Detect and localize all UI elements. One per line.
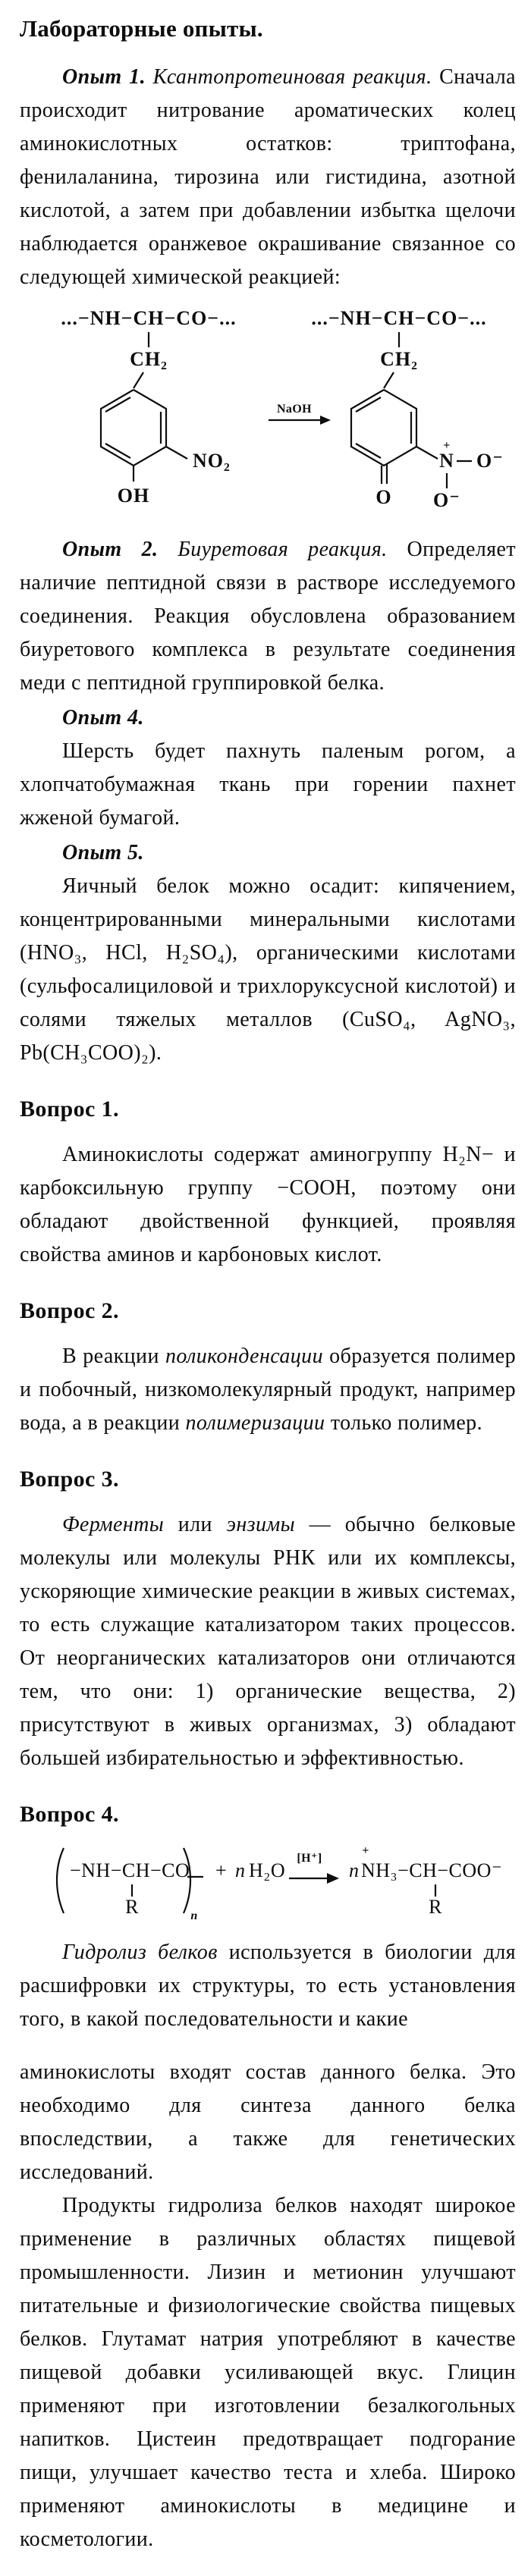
q3-run2: — обычно белковые молекулы или молекулы РНК или их комплексы, ускоряющие химические реакции в живых системах, то есть служащие катализатором таких процессов. От неорганических катализаторов они отличаются тем, что они: 1) органические вещества, 2) присутствуют в живых организмах, 3) обладают большей избирательностью и эффективностью. xyxy=(20,1513,516,1770)
paragraph-question2 xyxy=(20,1340,516,1440)
paragraph-opyt2 xyxy=(20,533,516,700)
benzene-ring-left xyxy=(101,390,166,466)
opyt2-text: Определяет наличие пептидной связи в растворе исследуемого соединения. Реакция обусловлена образованием биуретового комплекса в результате соединения меди с пептидной группировкой белка. xyxy=(20,538,516,695)
acid-arrow xyxy=(289,1852,339,1884)
q3-term-enzimy: энзимы xyxy=(226,1513,295,1536)
naoh-label: NaOH xyxy=(276,403,313,416)
opyt2-title: Биуретовая реакция. xyxy=(158,538,388,561)
opyt5-heading xyxy=(20,836,516,870)
q2-run2: образуется полимер и побочный, низкомолекулярный продукт, например вода, а в реакции xyxy=(20,1344,516,1435)
paragraph-question1: Аминокислоты содержат аминогруппу H₂N− и карбоксильную группу −COOH, поэтому они обладают двойственной функцией, проявляя свойства аминов и карбоновых кислот. xyxy=(20,1143,516,1266)
right-chain-formula: ...−NH−CH−CO−... xyxy=(311,307,487,329)
quinoid-ring xyxy=(351,390,416,466)
n-coefficient-water: n xyxy=(235,1859,246,1881)
paragraph-hydrolysis-2: аминокислоты входят состав данного белка. Это необходимо для синтеза данного белка впоследствии, а также для генетических исследований. xyxy=(20,2060,516,2184)
keto-o-label: O xyxy=(375,486,392,508)
o-minus-right-label: O⁻ xyxy=(476,450,504,472)
r-group-left: R xyxy=(125,1896,139,1918)
n-plus-charge: + xyxy=(443,439,451,452)
product-unit xyxy=(349,1844,502,1918)
nh3-plus-charge: + xyxy=(362,1844,369,1857)
question2-heading: Вопрос 2. xyxy=(20,1298,119,1323)
paragraph-hydrolysis-3: Продукты гидролиза белков находят широкое применение в различных областях пищевой промышленности. Лизин и метионин улучшают питательные и физиологические свойства пищевых белков. Глутамат натрия употребляют в качестве пищевой добавки усиливающей вкус. Глицин применяют при изготовлении безалкогольных напитков. Цистеин предотвращает подгорание пищи, улучшает качество теста и хлеба. Широко применяют аминокислоты в медицине и косметологии. xyxy=(20,2194,516,2551)
opyt4-heading xyxy=(20,701,516,735)
opyt5-label: Опыт 5. xyxy=(62,841,144,864)
paragraph-opyt4: Шерсть будет пахнуть паленым рогом, а хлопчатобумажная ткань при горении пахнет жженой бумагой. xyxy=(20,739,516,830)
opyt4-label: Опыт 4. xyxy=(62,706,144,730)
right-ch2-label: CH₂ xyxy=(380,348,418,370)
q2-run1: В реакции xyxy=(62,1344,166,1368)
left-ch2-label: CH₂ xyxy=(130,348,168,370)
o-minus-bottom-label: O⁻ xyxy=(433,489,460,511)
r-group-right: R xyxy=(429,1896,442,1918)
catalyst-label: [H⁺] xyxy=(297,1852,322,1865)
q3-term-fermenty: Ферменты xyxy=(62,1513,165,1536)
paragraph-hydrolysis-1 xyxy=(20,1936,516,2036)
opyt1-text: Сначала происходит нитрование ароматических колец аминокислотных остатков: триптофана, фенилаланина, тирозина или гистидина, азотной кислотой, а затем при добавлении избытка щелочи наблюдается оранжевое окрашивание связанное со следующей химической реакцией: xyxy=(20,65,516,289)
question3-heading: Вопрос 3. xyxy=(20,1467,119,1492)
opyt1-title: Ксантопротеиновая реакция. xyxy=(145,65,432,89)
plus-sign: + xyxy=(215,1859,228,1881)
structure-left xyxy=(61,307,236,507)
polymer-unit xyxy=(57,1848,203,1922)
left-chain-formula: ...−NH−CH−CO−... xyxy=(61,307,237,329)
hydrolysis-run1: используется в биологии для расшифровки их структуры, то есть установления того, в какой последовательности и какие xyxy=(20,1941,516,2031)
q2-term-polycondensation: поликонденсации xyxy=(165,1344,323,1368)
n-coefficient-product: n xyxy=(349,1859,360,1881)
question1-heading: Вопрос 1. xyxy=(20,1097,119,1122)
opyt2-label: Опыт 2. xyxy=(62,538,159,561)
water-formula: H₂O xyxy=(249,1859,286,1881)
opyt1-label: Опыт 1. xyxy=(62,65,146,89)
xanthoprotein-reaction-diagram xyxy=(20,305,531,529)
question4-heading: Вопрос 4. xyxy=(20,1802,119,1827)
no2-label: NO₂ xyxy=(193,450,231,472)
polymer-formula: −NH−CH−CO xyxy=(70,1859,190,1881)
q2-run3: только полимер. xyxy=(325,1411,482,1435)
paragraph-opyt1 xyxy=(20,61,516,294)
oh-label: OH xyxy=(117,485,150,507)
q2-term-polymerization: полимеризации xyxy=(185,1411,325,1435)
paragraph-opyt5: Яичный белок можно осадит: кипячением, концентрированными минеральными кислотами (HNO₃, HCl, H₂SO₄), органическими кислотами (сульфосалициловой и трихлоруксусной кислотой) и солями тяжелых металлов (CuSO₄, AgNO₃, Pb(CH₃COO)₂). xyxy=(20,874,516,1065)
naoh-arrow xyxy=(269,403,331,425)
n-label: N xyxy=(439,450,454,472)
paragraph-question3 xyxy=(20,1508,516,1775)
structure-right xyxy=(311,307,504,511)
n-subscript: n xyxy=(190,1909,198,1922)
hydrolysis-term: Гидролиз белков xyxy=(62,1941,218,1964)
q3-run1: или xyxy=(164,1513,227,1536)
hydrolysis-equation-diagram xyxy=(20,1843,531,1928)
product-formula: NH₃−CH−COO⁻ xyxy=(361,1859,503,1881)
page-title: Лабораторные опыты. xyxy=(20,15,263,42)
